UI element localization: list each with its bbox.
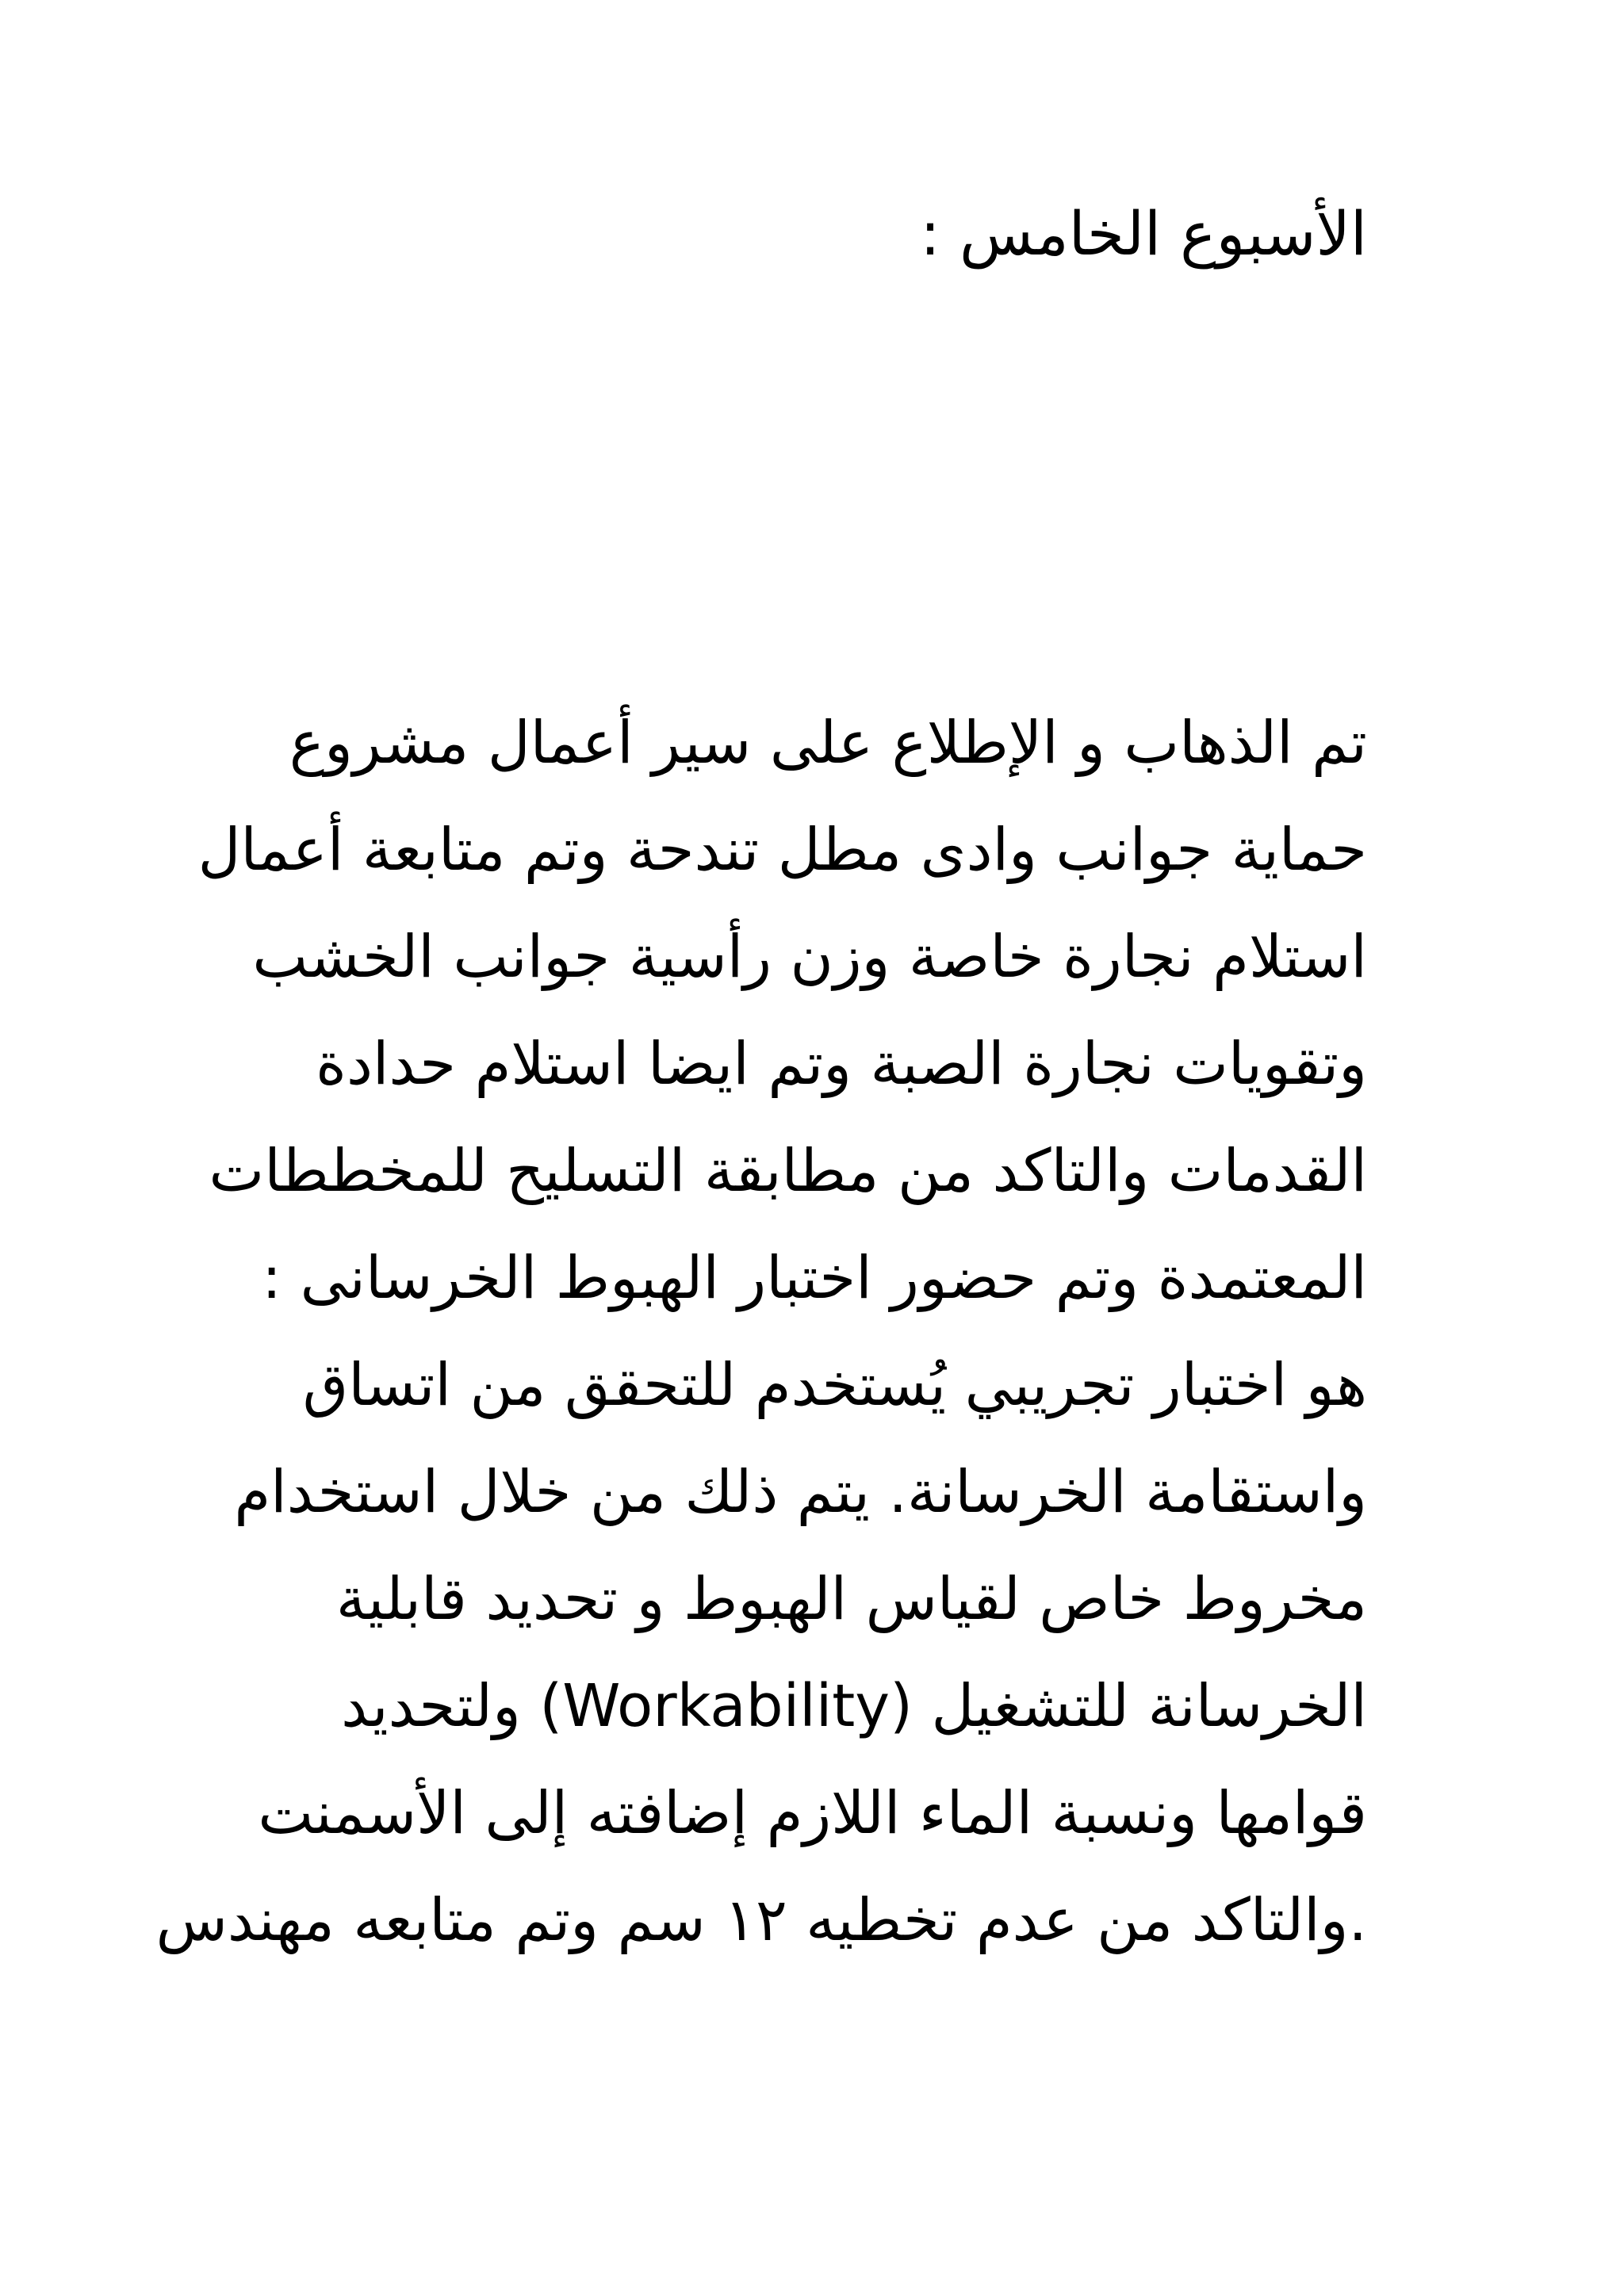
text-line: .والتاكد من عدم تخطيه ١٢ سم وتم متابعه مهندس	[155, 1886, 1367, 1954]
text-line: وتقويات نجارة الصبة وتم ايضا استلام حدادة	[316, 1030, 1367, 1098]
text-line: حماية جوانب وادى مطل تندحة وتم متابعة أعمال	[197, 816, 1367, 884]
page-heading: الأسبوع الخامس :	[920, 198, 1367, 269]
text-line: القدمات والتاكد من مطابقة التسليح للمخططات	[209, 1137, 1367, 1205]
text-line: استلام نجارة خاصة وزن رأسية جوانب الخشب	[252, 923, 1367, 991]
text-line: تم الذهاب و الإطلاع على سير أعمال مشروع	[289, 709, 1367, 777]
text-line: هو اختبار تجريبي يُستخدم للتحقق من اتساق	[302, 1351, 1367, 1419]
body-paragraph	[155, 690, 1367, 1974]
text-line: الخرسانة للتشغيل (Workability) ولتحديد	[341, 1672, 1367, 1740]
text-line: مخروط خاص لقياس الهبوط و تحديد قابلية	[335, 1565, 1367, 1633]
text-line: واستقامة الخرسانة. يتم ذلك من خلال استخدام	[234, 1458, 1367, 1526]
text-line: المعتمدة وتم حضور اختبار الهبوط الخرسانى :	[262, 1244, 1367, 1312]
text-line: قوامها ونسبة الماء اللازم إضافته إلى الأسمنت	[258, 1779, 1367, 1847]
